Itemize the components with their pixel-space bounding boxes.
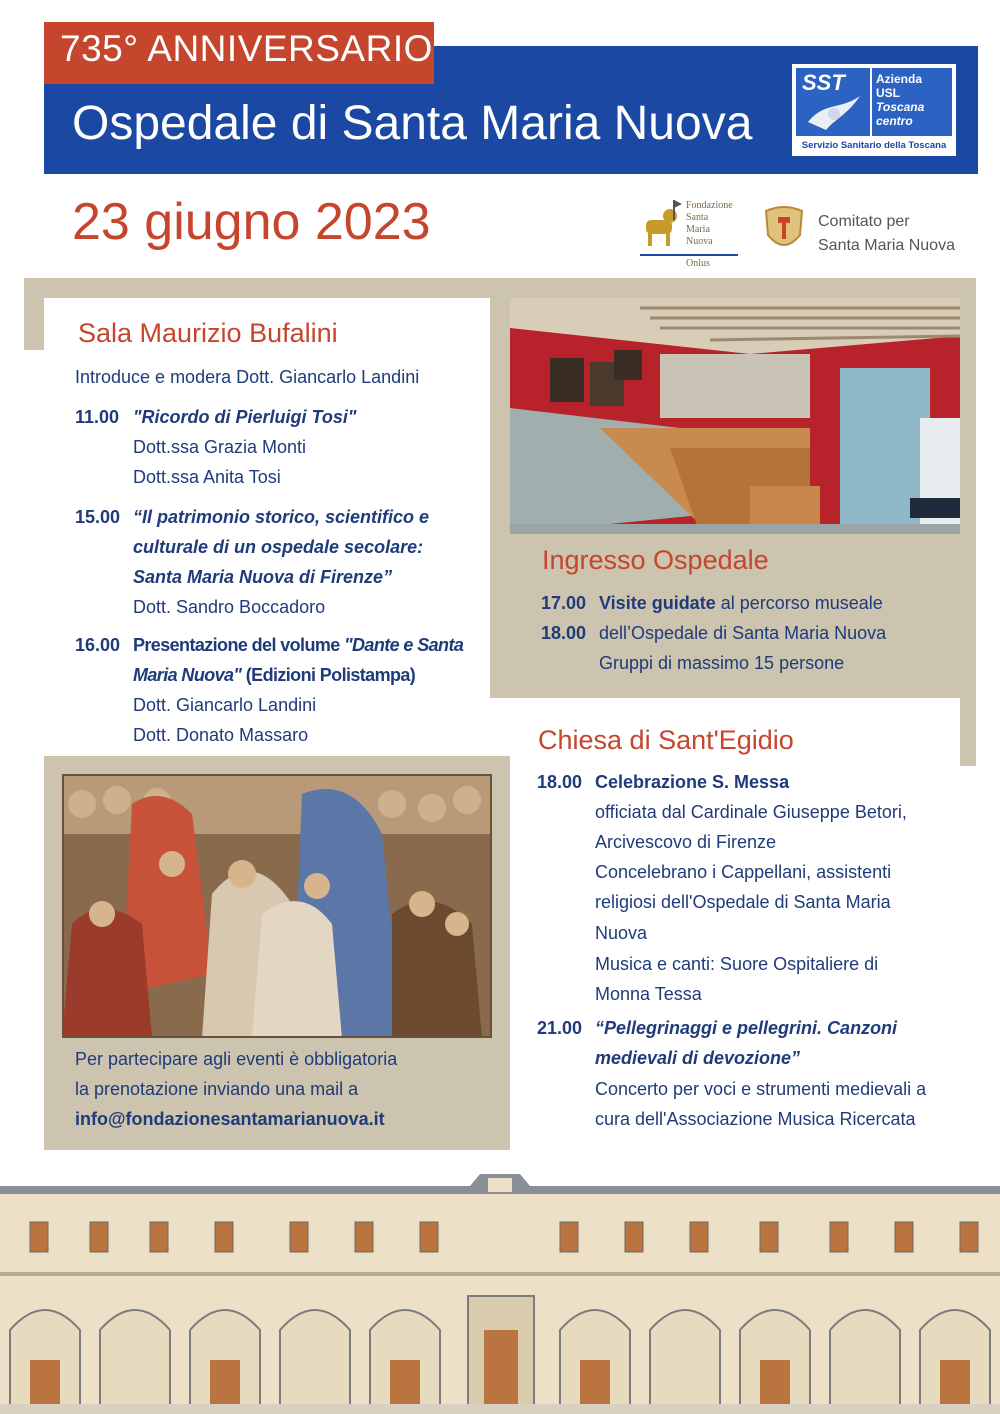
booking-line: Per partecipare agli eventi è obbligatoria <box>75 1049 398 1069</box>
event-detail: cura dell'Associazione Musica Ricercata <box>595 1109 916 1129</box>
event-time: 18.00 <box>537 772 583 792</box>
event-detail: Arcivescovo di Firenze <box>595 832 777 852</box>
booking-email-link[interactable]: info@fondazionesantamarianuova.it <box>75 1109 385 1129</box>
event-title-line <box>133 630 463 660</box>
fondazione-l2: Santa <box>686 212 709 223</box>
event-title-line: “Pellegrinaggi e pellegrini. Canzoni <box>595 1018 898 1038</box>
event-detail: Musica e canti: Suore Ospitaliere di <box>595 954 879 974</box>
event-detail: Concerto per voci e strumenti medievali a <box>595 1079 927 1099</box>
hall-interior-photo <box>510 298 960 534</box>
fondazione-rule <box>640 254 738 256</box>
sala-title: Sala Maurizio Bufalini <box>78 318 338 348</box>
bird-icon <box>804 92 864 134</box>
visit-line <box>599 588 883 618</box>
event-title: "Ricordo di Pierluigi Tosi" <box>133 407 357 427</box>
event-detail: Monna Tessa <box>595 984 702 1004</box>
anniversary-label: 735° ANNIVERSARIO <box>60 28 433 69</box>
sst-line-3: Toscana <box>876 100 925 114</box>
speaker: Dott. Donato Massaro <box>133 725 309 745</box>
fondazione-logo <box>640 192 740 274</box>
fondazione-l5: Onlus <box>686 258 710 269</box>
visit-rest: al percorso museale <box>715 593 883 613</box>
comitato-l2: Santa Maria Nuova <box>818 237 955 254</box>
frame-right-tail <box>960 698 976 766</box>
booking-line: la prenotazione inviando una mail a <box>75 1079 359 1099</box>
crest-icon <box>760 205 808 255</box>
fondazione-l1: Fondazione <box>686 200 733 211</box>
sst-text-box <box>872 68 952 136</box>
speaker: Dott. Sandro Boccadoro <box>133 597 326 617</box>
event-title-line: medievali di devozione” <box>595 1048 801 1068</box>
visit-line: Gruppi di massimo 15 persone <box>599 653 845 673</box>
event-title-line: culturale di un ospedale secolare: <box>133 537 424 557</box>
visit-line: dell’Ospedale di Santa Maria Nuova <box>599 623 887 643</box>
visit-bold: Visite guidate <box>599 593 716 613</box>
comitato-logo <box>760 205 960 265</box>
hospital-facade-illustration <box>0 1160 1000 1414</box>
sst-line-4: centro <box>876 114 913 128</box>
book-title-part: "Dante e Santa <box>344 635 464 655</box>
book-intro: Presentazione del volume <box>133 635 345 655</box>
fresco-painting <box>62 774 492 1038</box>
event-title-line: Santa Maria Nuova di Firenze” <box>133 567 393 587</box>
visit-time: 17.00 <box>541 593 587 613</box>
event-detail: Nuova <box>595 923 648 943</box>
speaker: Dott.ssa Grazia Monti <box>133 437 307 457</box>
event-time: 15.00 <box>75 507 121 527</box>
event-detail: Concelebrano i Cappellani, assistenti <box>595 862 892 882</box>
event-time: 16.00 <box>75 635 121 655</box>
event-detail: religiosi dell'Ospedale di Santa Maria <box>595 892 891 912</box>
ingresso-title: Ingresso Ospedale <box>542 545 769 575</box>
event-title: Celebrazione S. Messa <box>595 772 790 792</box>
sst-footer: Servizio Sanitario della Toscana <box>801 140 947 151</box>
chiesa-title: Chiesa di Sant'Egidio <box>538 725 794 755</box>
visit-time: 18.00 <box>541 623 587 643</box>
event-detail: officiata dal Cardinale Giuseppe Betori, <box>595 802 907 822</box>
sst-logo <box>790 62 958 158</box>
lamb-icon <box>640 198 682 250</box>
sst-line-1: Azienda <box>876 72 923 86</box>
frame-left-top <box>24 278 44 350</box>
sst-line-2: USL <box>876 86 900 100</box>
speaker: Dott. Giancarlo Landini <box>133 695 317 715</box>
sst-logo-emblem <box>796 68 870 136</box>
event-date: 23 giugno 2023 <box>72 193 431 251</box>
fondazione-l3: Maria <box>686 224 710 235</box>
sala-intro: Introduce e modera Dott. Giancarlo Landini <box>75 367 420 387</box>
comitato-l1: Comitato per <box>818 213 910 230</box>
event-title-line <box>133 660 415 690</box>
event-title-line: “Il patrimonio storico, scientifico e <box>133 507 430 527</box>
event-time: 11.00 <box>75 407 120 427</box>
speaker: Dott.ssa Anita Tosi <box>133 467 281 487</box>
page-title: Ospedale di Santa Maria Nuova <box>72 97 753 150</box>
book-title-part: Maria Nuova" <box>133 665 242 685</box>
fondazione-l4: Nuova <box>686 236 713 247</box>
event-time: 21.00 <box>537 1018 583 1038</box>
sst-abbr: SST <box>802 70 845 95</box>
book-publisher: (Edizioni Polistampa) <box>241 665 416 685</box>
